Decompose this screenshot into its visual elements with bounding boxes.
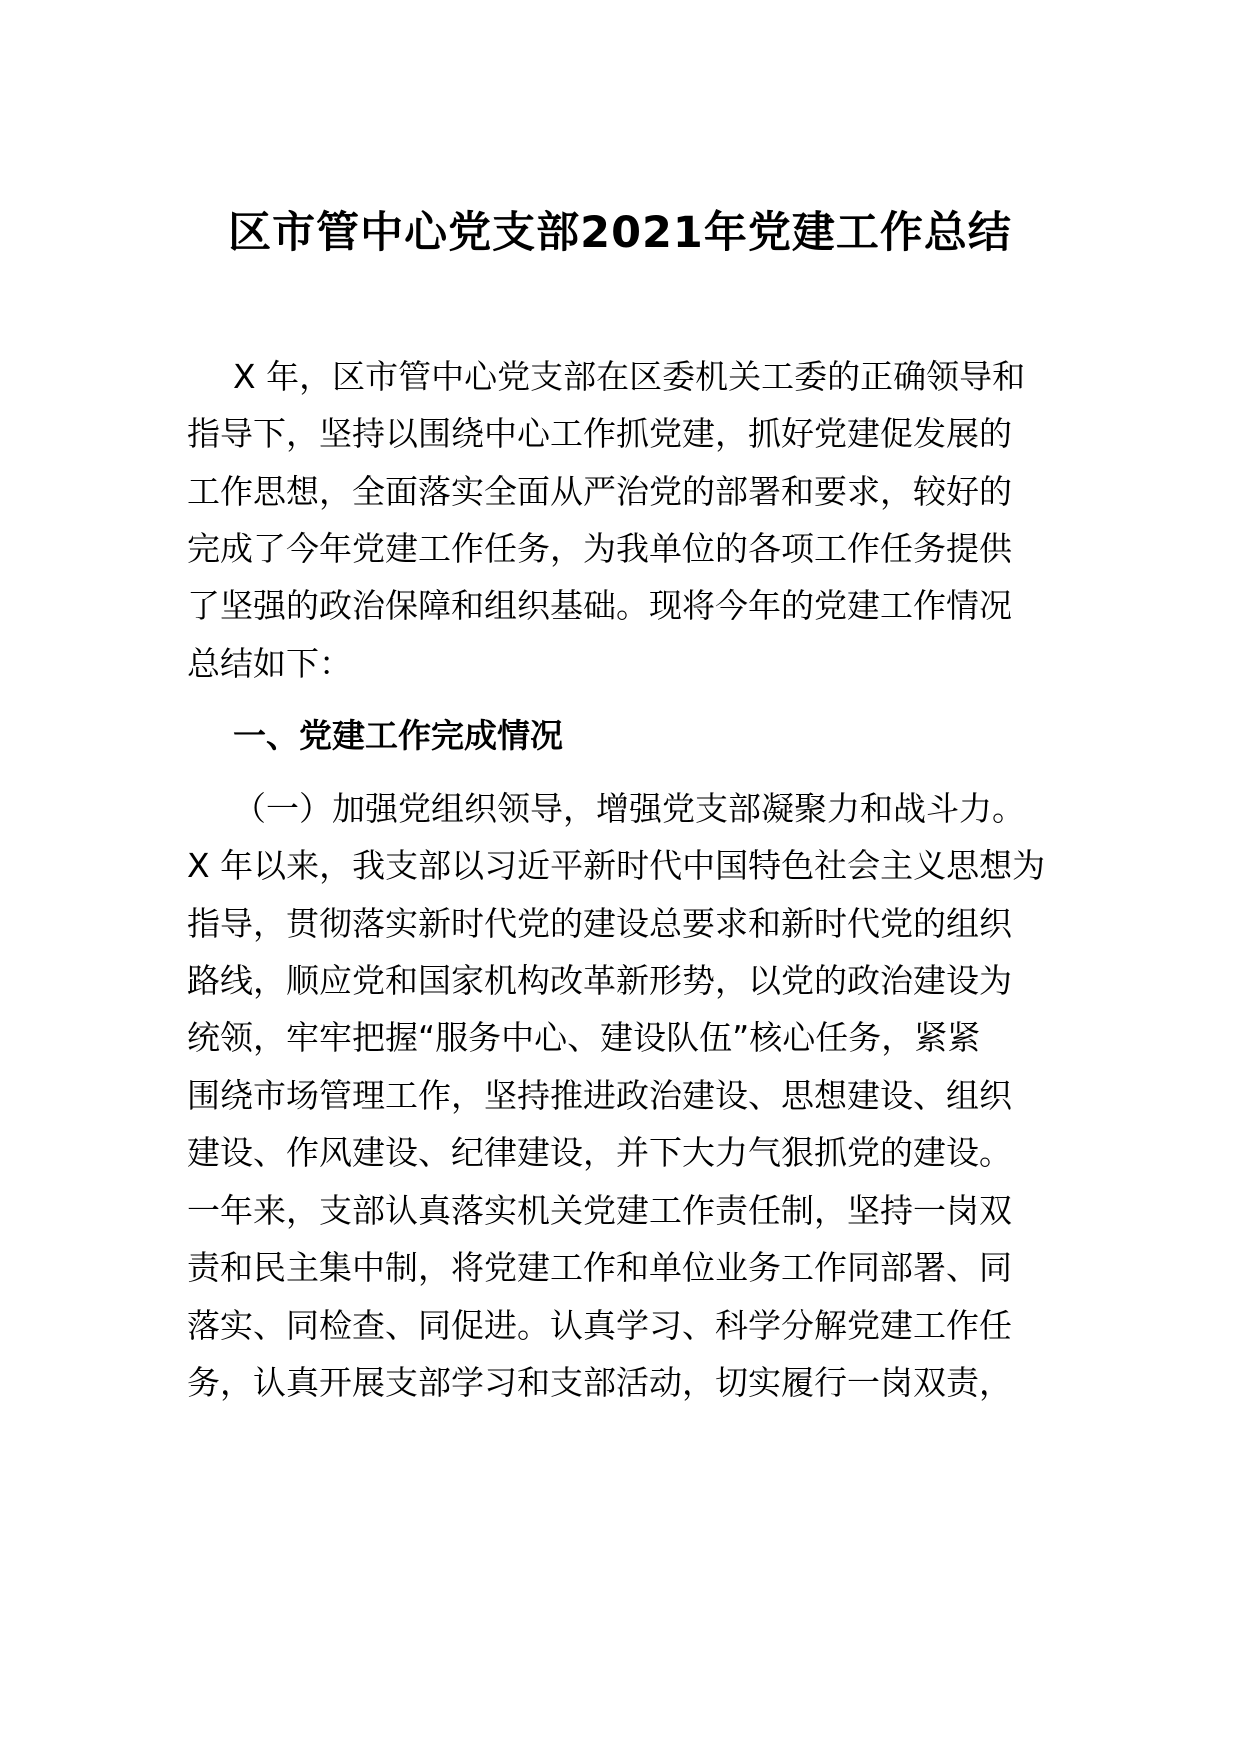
subsection-line: 一年来，支部认真落实机关党建工作责任制，坚持一岗双 <box>187 1191 1012 1230</box>
intro-line: 指导下，坚持以围绕中心工作抓党建，抓好党建促发展的 <box>187 414 1012 453</box>
subsection-line: 统领，牢牢把握“服务中心、建设队伍”核心任务，紧紧 <box>187 1018 981 1057</box>
subsection-line: 责和民主集中制，将党建工作和单位业务工作同部署、同 <box>187 1248 1012 1287</box>
intro-line: 完成了今年党建工作任务，为我单位的各项工作任务提供 <box>187 529 1012 568</box>
subsection-line: （一）加强党组织领导，增强党支部凝聚力和战斗力。 <box>233 789 1025 828</box>
intro-line: X 年，区市管中心党支部在区委机关工委的正确领导和 <box>233 357 1026 396</box>
subsection-line: 务，认真开展支部学习和支部活动，切实履行一岗双责， <box>187 1363 1012 1402</box>
intro-line: 了坚强的政治保障和组织基础。现将今年的党建工作情况 <box>187 586 1012 625</box>
intro-line: 工作思想，全面落实全面从严治党的部署和要求，较好的 <box>187 472 1012 511</box>
subsection-line: 路线，顺应党和国家机构改革新形势，以党的政治建设为 <box>187 961 1012 1000</box>
subsection-line: 围绕市场管理工作，坚持推进政治建设、思想建设、组织 <box>187 1076 1012 1115</box>
subsection-line: 落实、同检查、同促进。认真学习、科学分解党建工作任 <box>187 1306 1012 1345</box>
intro-line: 总结如下： <box>187 644 352 683</box>
document-title: 区市管中心党支部2021年党建工作总结 <box>228 208 1012 258</box>
subsection-line: 建设、作风建设、纪律建设，并下大力气狠抓党的建设。 <box>187 1133 1012 1172</box>
section-heading: 一、党建工作完成情况 <box>233 716 563 755</box>
subsection-line: X 年以来，我支部以习近平新时代中国特色社会主义思想为 <box>187 846 1046 885</box>
subsection-line: 指导，贯彻落实新时代党的建设总要求和新时代党的组织 <box>187 904 1012 943</box>
